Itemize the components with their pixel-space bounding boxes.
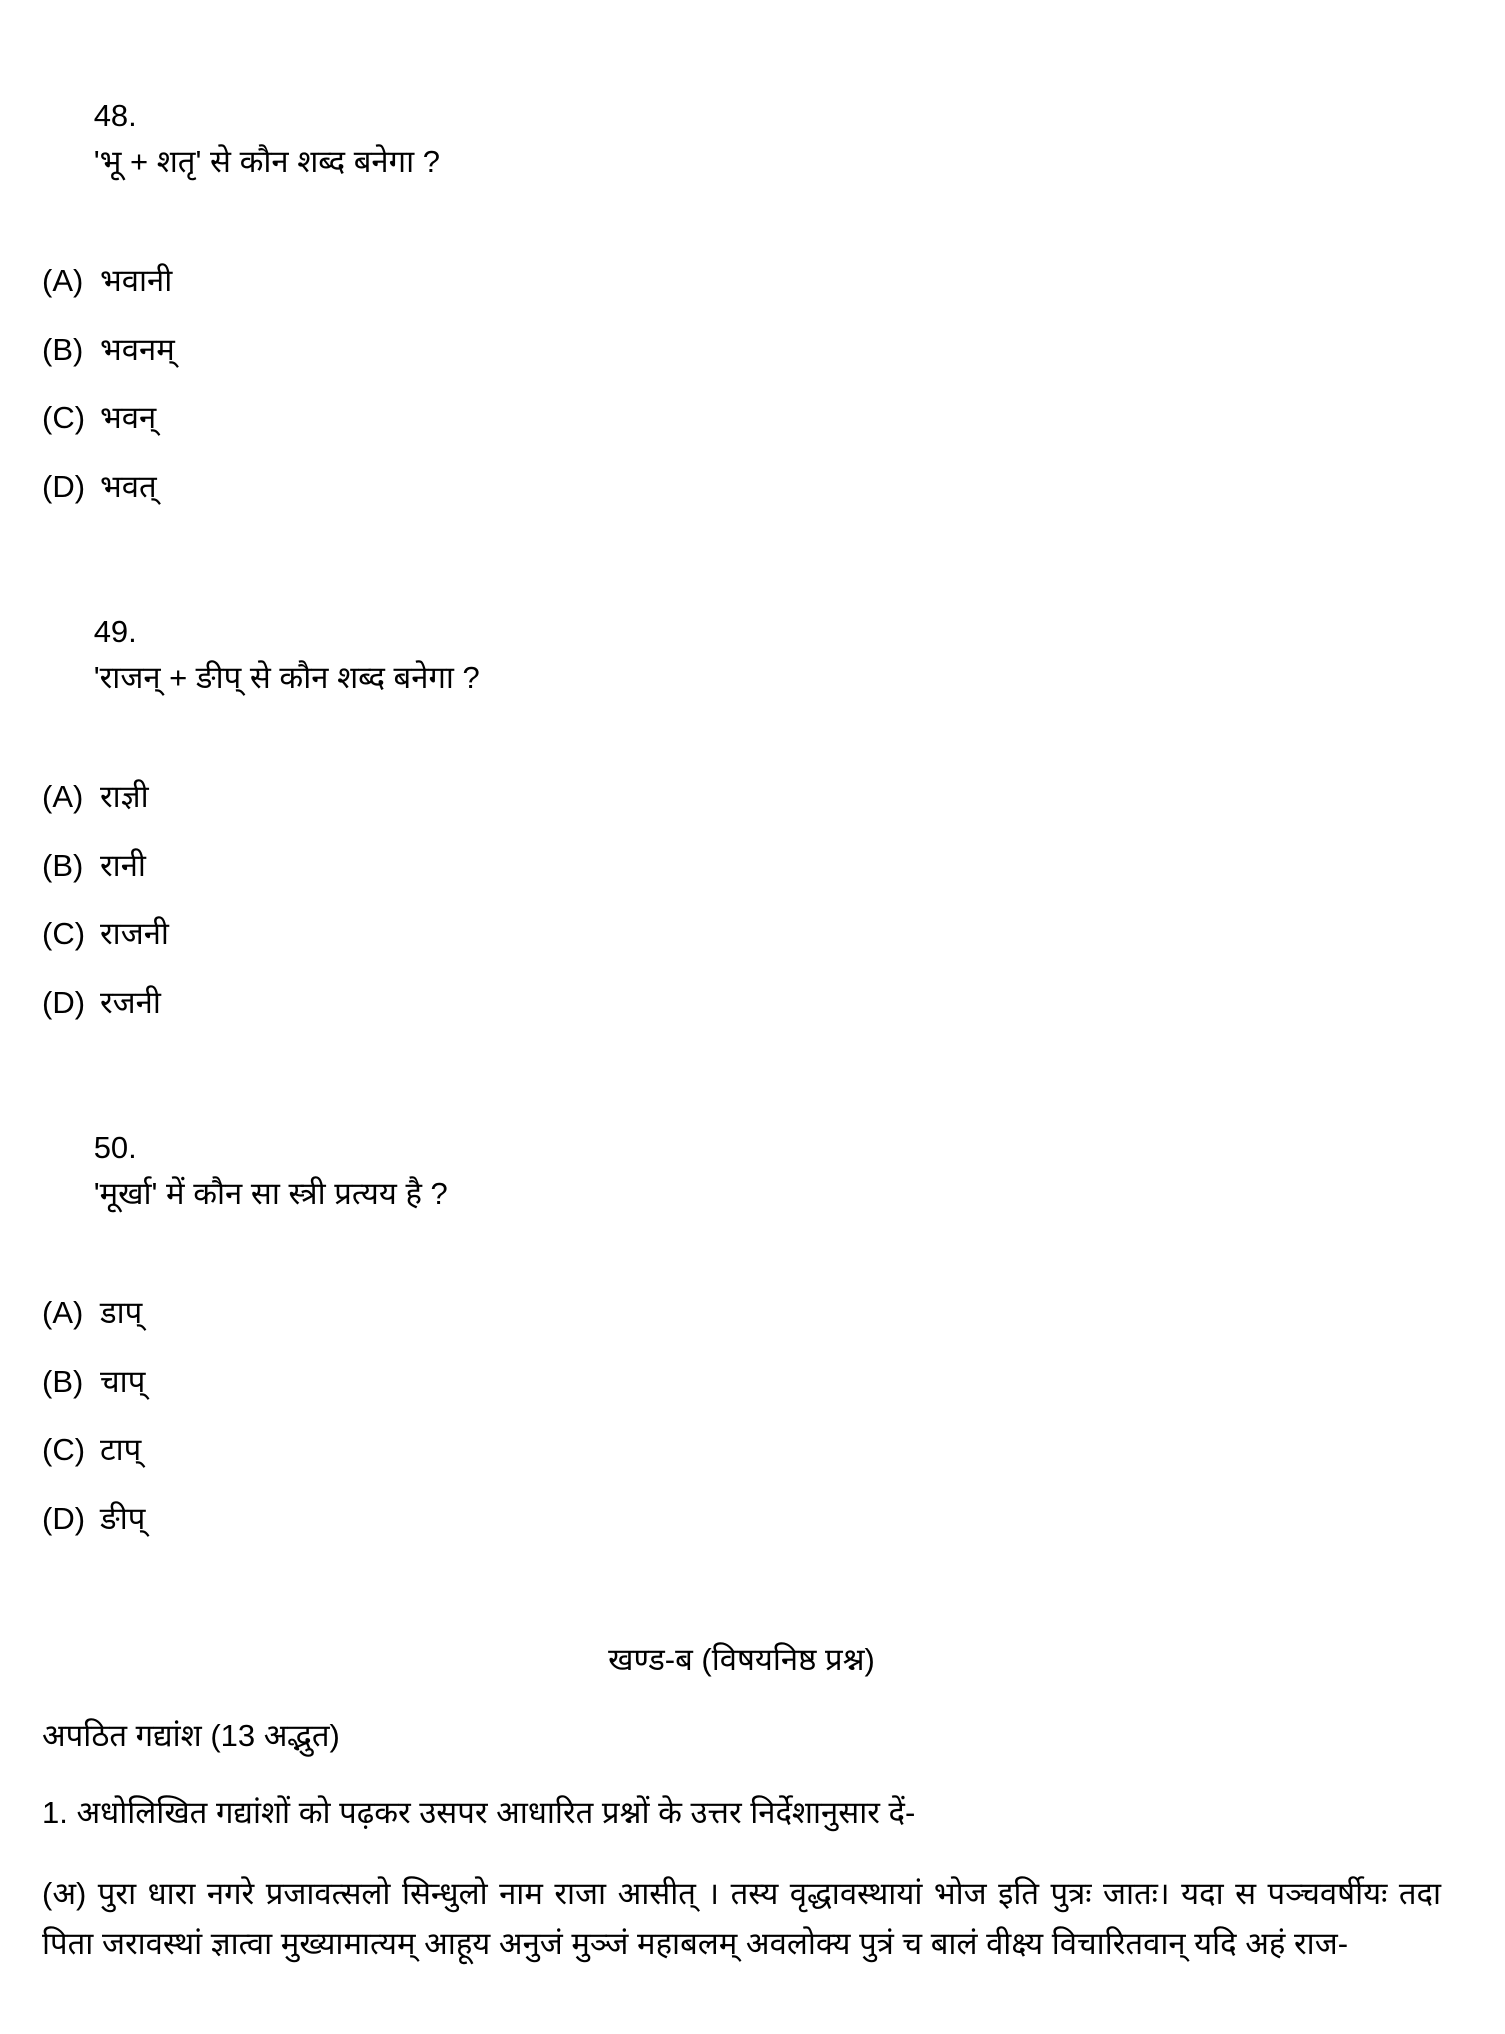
question-number: 49. bbox=[93, 613, 137, 649]
question-block bbox=[42, 1078, 1441, 1542]
option-text: रानी bbox=[100, 847, 146, 883]
option-label: (C) bbox=[42, 916, 86, 951]
question-stem bbox=[42, 562, 1441, 748]
option-row[interactable] bbox=[42, 1290, 1441, 1337]
option-text: ङीप् bbox=[100, 1500, 146, 1536]
question-stem bbox=[42, 46, 1441, 232]
option-row[interactable] bbox=[42, 1496, 1441, 1543]
option-text: भवानी bbox=[100, 263, 173, 298]
option-text: टाप् bbox=[100, 1432, 142, 1467]
option-label: (B) bbox=[42, 331, 84, 367]
option-text: राजनी bbox=[100, 916, 169, 951]
option-label: (A) bbox=[42, 263, 84, 298]
question-block bbox=[42, 46, 1441, 510]
option-label: (C) bbox=[42, 1432, 86, 1467]
question-block bbox=[42, 562, 1441, 1026]
option-text: राज्ञी bbox=[100, 779, 149, 814]
option-label: (D) bbox=[42, 984, 86, 1020]
option-text: भवनम् bbox=[100, 331, 175, 367]
question-text: 'मूर्खा' में कौन सा स्त्री प्रत्यय है ? bbox=[93, 1176, 448, 1211]
option-label: (A) bbox=[42, 779, 84, 814]
option-row[interactable] bbox=[42, 1359, 1441, 1406]
option-text: भवत् bbox=[100, 468, 157, 504]
option-row[interactable] bbox=[42, 395, 1441, 442]
question-text: 'भू + शतृ' से कौन शब्द बनेगा ? bbox=[93, 144, 440, 179]
option-row[interactable] bbox=[42, 980, 1441, 1027]
option-row[interactable] bbox=[42, 327, 1441, 374]
section-instruction: 1. अधोलिखित गद्यांशों को पढ़कर उसपर आधारित प्रश्नों के उत्तर निर्देशानुसार दें- bbox=[42, 1795, 916, 1830]
question-number: 48. bbox=[93, 97, 137, 133]
option-label: (C) bbox=[42, 400, 86, 435]
option-label: (B) bbox=[42, 847, 84, 883]
question-stem bbox=[42, 1078, 1441, 1264]
question-text: 'राजन् + ङीप् से कौन शब्द बनेगा ? bbox=[93, 660, 480, 695]
option-text: डाप् bbox=[100, 1295, 143, 1330]
section-heading: खण्ड-ब (विषयनिष्ठ प्रश्न) bbox=[608, 1642, 875, 1677]
option-label: (B) bbox=[42, 1363, 84, 1399]
option-row[interactable] bbox=[42, 774, 1441, 821]
option-row[interactable] bbox=[42, 464, 1441, 511]
option-row[interactable] bbox=[42, 843, 1441, 890]
option-text: चाप् bbox=[100, 1363, 146, 1399]
option-row[interactable] bbox=[42, 911, 1441, 958]
option-text: रजनी bbox=[100, 984, 161, 1020]
section-subheading: अपठित गद्यांश (13 अद्भुत) bbox=[42, 1718, 340, 1753]
option-row[interactable] bbox=[42, 258, 1441, 305]
option-label: (D) bbox=[42, 468, 86, 504]
passage-text: (अ) पुरा धारा नगरे प्रजावत्सलो सिन्धुलो नाम राजा आसीत् । तस्य वृद्धावस्थायां भोज इति पुत्रः जातः। यदा स पञ्चवर्षीयः तदा पिता जरावस्थां ज्ञात्वा मुख्यामात्यम् आहूय अनुजं मुञ्जं महाबलम् अवलोक्य पुत्रं च बालं वीक्ष्य विचारितवान् यदि अहं राज- bbox=[42, 1875, 1441, 1961]
option-label: (D) bbox=[42, 1500, 86, 1536]
question-number: 50. bbox=[93, 1129, 137, 1165]
option-label: (A) bbox=[42, 1295, 84, 1330]
option-row[interactable] bbox=[42, 1427, 1441, 1474]
option-text: भवन् bbox=[100, 400, 157, 435]
